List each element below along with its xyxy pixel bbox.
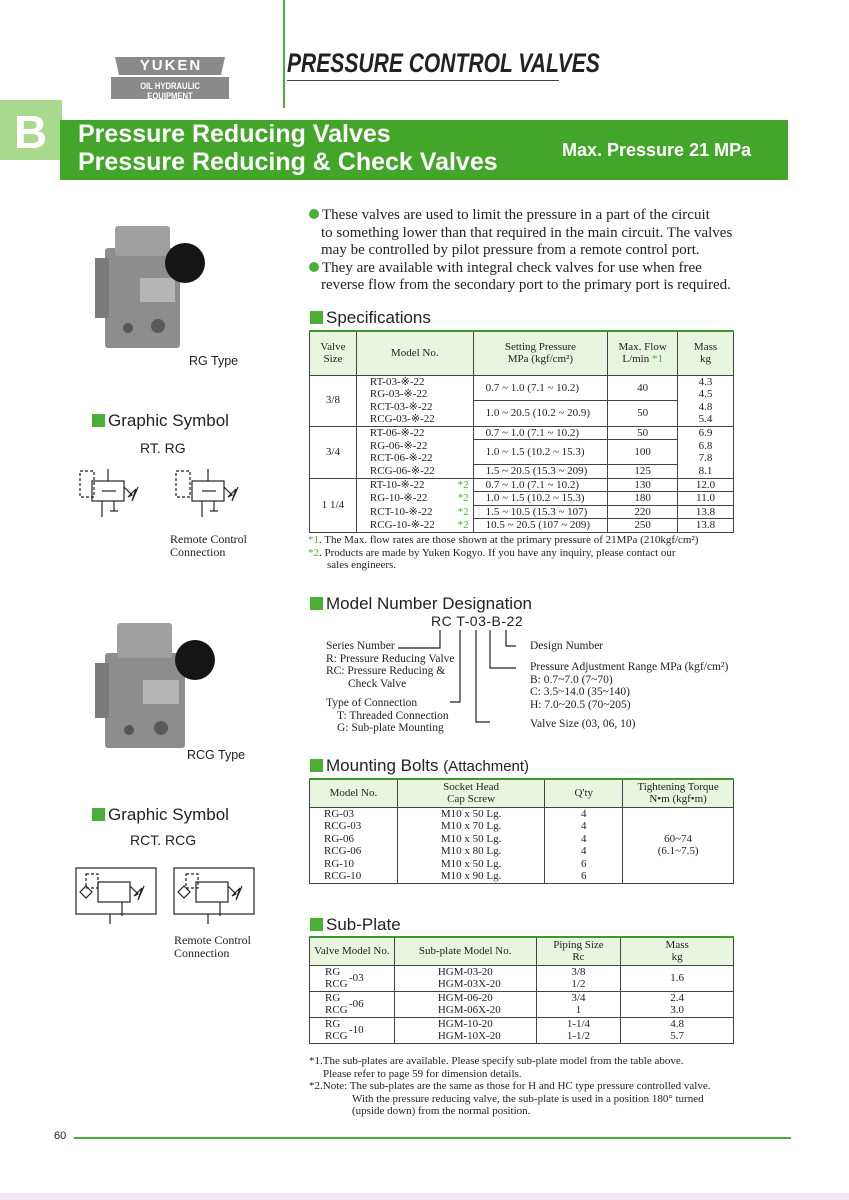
bolt-qty: 6	[545, 858, 623, 871]
valve-model: RG	[325, 1017, 341, 1030]
piping-size: 3/4	[536, 991, 621, 1004]
model-text: RG-10-※-22	[369, 492, 428, 504]
page-title-line2: Pressure Reducing & Check Valves	[78, 148, 498, 176]
header-text: L/min	[622, 353, 650, 366]
note-text: sales engineers.	[327, 559, 397, 571]
logo-subtitle: OIL HYDRAULIC EQUIPMENT	[140, 81, 200, 101]
design-number: Design Number	[530, 640, 604, 652]
remote-line2: Connection	[174, 945, 230, 960]
rt-rg-symbol-diagram	[76, 465, 266, 527]
sub-col-valve	[310, 937, 395, 965]
intro-text	[309, 207, 749, 295]
flow-cell: 180	[608, 492, 678, 506]
model-text: RT-10-※-22	[369, 478, 425, 491]
bolt-screw: M10 x 90 Lg.	[397, 870, 545, 883]
spec-col-model	[356, 331, 473, 375]
bolt-screw: M10 x 50 Lg.	[397, 833, 545, 846]
bolt-qty: 4	[545, 833, 623, 846]
valve-suffix: -10	[349, 1023, 364, 1036]
section-letter: B	[14, 106, 48, 158]
note-text: . The Max. flow rates are those shown at the primary pressure of 21MPa (210kgf/cm²)	[319, 534, 699, 546]
model-cell: RT-03-※-22	[356, 375, 473, 388]
bottom-edge-band	[0, 1193, 849, 1200]
pressure-cell: 1.0 ~ 20.5 (10.2 ~ 20.9)	[473, 401, 608, 427]
footnote-mark: *1	[651, 353, 663, 366]
model-code: RC T-03-B-22	[431, 613, 524, 629]
valve-model: RG	[325, 991, 341, 1004]
subplate-model: HGM-03X-20	[394, 978, 536, 991]
footnote-mark: *2	[457, 492, 469, 504]
flow-cell: 40	[608, 375, 678, 401]
bolt-model: RG-10	[310, 858, 398, 871]
valve-model: RCG	[325, 1004, 348, 1016]
subplate-model: HGM-10-20	[394, 1017, 536, 1030]
header-text: Size	[323, 353, 343, 366]
heading-square-icon	[310, 597, 323, 610]
valve-size-cell: 3/4	[310, 426, 357, 478]
remote-control-label-2	[174, 934, 251, 959]
model-cell	[356, 492, 473, 506]
header-text: Piping Size	[553, 939, 604, 952]
mass-cell: 4.8	[678, 401, 734, 414]
remote-line1: Remote Control	[170, 532, 247, 546]
header-text: Max. Flow	[618, 341, 667, 354]
model-cell: RG-03-※-22	[356, 388, 473, 401]
page-title-line1: Pressure Reducing Valves	[78, 120, 391, 148]
model-text: RCG-10-※-22	[369, 518, 435, 531]
sub-col-model	[394, 937, 536, 965]
note-text: With the pressure reducing valve, the sub-plate is used in a position 180° turned	[352, 1092, 704, 1105]
valve-model: RCG	[325, 978, 348, 990]
graphic-symbol-text: Graphic Symbol	[108, 805, 229, 824]
piping-size: 1	[536, 1004, 621, 1017]
note-text: *2.Note: The sub-plates are the same as those for H and HC type pressure controlled valve.	[309, 1080, 711, 1092]
mounting-bolts-sub: (Attachment)	[443, 758, 530, 775]
piping-size: 1/2	[536, 978, 621, 991]
model-cell	[356, 478, 473, 492]
graphic-symbol-text: Graphic Symbol	[108, 411, 229, 430]
rcg-type-label: RCG Type	[187, 748, 246, 762]
header-text: N•m (kgf•m)	[649, 793, 707, 806]
specifications-heading	[310, 308, 431, 328]
flow-cell: 130	[608, 478, 678, 492]
header-text: Cap Screw	[447, 793, 496, 806]
subplate-model: HGM-06X-20	[394, 1004, 536, 1017]
pressure-range-block	[530, 661, 728, 711]
pressure-cell: 1.0 ~ 1.5 (10.2 ~ 15.3)	[473, 492, 608, 506]
torque-kgf: (6.1~7.5)	[657, 845, 699, 857]
conn-g: G: Sub-plate Mounting	[337, 722, 444, 734]
flow-cell: 125	[608, 465, 678, 479]
mass-cell: 13.8	[678, 505, 734, 519]
model-cell: RCT-06-※-22	[356, 452, 473, 465]
bolt-qty: 4	[545, 807, 623, 820]
header-divider	[283, 0, 285, 108]
subplate-mass: 4.8	[621, 1017, 734, 1030]
header-text: Sub-plate Model No.	[418, 945, 512, 958]
note-text: (upside down) from the normal position.	[352, 1105, 531, 1117]
pressure-cell: 1.5 ~ 20.5 (15.3 ~ 209)	[473, 465, 608, 479]
specifications-text: Specifications	[326, 308, 431, 327]
header-text: kg	[671, 951, 683, 964]
range-b: B: 0.7~7.0 (7~70)	[530, 673, 613, 686]
range-c: C: 3.5~14.0 (35~140)	[530, 686, 630, 698]
bolt-screw: M10 x 70 Lg.	[397, 820, 545, 833]
bullet-icon	[309, 262, 319, 272]
subplate-mass: 5.7	[621, 1030, 734, 1043]
intro-line: These valves are used to limit the pressure in a part of the circuit	[322, 207, 710, 223]
rct-rcg-label: RCT. RCG	[130, 832, 197, 848]
category-title: PRESSURE CONTROL VALVES	[287, 48, 600, 78]
conn-title: Type of Connection	[326, 697, 418, 709]
footnote-mark: *2	[457, 478, 469, 491]
rg-type-label: RG Type	[189, 354, 239, 368]
pressure-cell: 1.0 ~ 1.5 (10.2 ~ 15.3)	[473, 440, 608, 465]
heading-square-icon	[92, 808, 105, 821]
subplate-mass: 2.4	[621, 991, 734, 1004]
model-cell: RCT-03-※-22	[356, 401, 473, 414]
flow-cell: 50	[608, 426, 678, 440]
mass-cell: 8.1	[678, 465, 734, 479]
model-cell	[356, 519, 473, 533]
valve-model-cell	[310, 1017, 395, 1043]
model-cell: RG-06-※-22	[356, 440, 473, 453]
mounting-bolts-heading	[310, 756, 529, 776]
bolt-qty: 4	[545, 820, 623, 833]
series-r: R: Pressure Reducing Valve	[326, 652, 455, 665]
spec-notes	[308, 534, 748, 572]
valve-model: RG	[325, 965, 341, 978]
flow-cell: 220	[608, 505, 678, 519]
mass-cell: 5.4	[678, 413, 734, 426]
header-text: kg	[700, 353, 712, 366]
range-h: H: 7.0~20.5 (70~205)	[530, 698, 631, 711]
intro-line: to something lower than that required in the main circuit. The valves	[321, 224, 733, 241]
page-number: 60	[54, 1130, 67, 1142]
model-designation-text: Model Number Designation	[326, 594, 532, 613]
bolt-qty: 6	[545, 870, 623, 883]
graphic-symbol-heading-2	[92, 805, 229, 825]
header-text: Valve Model No.	[314, 945, 390, 958]
subplate-mass: 1.6	[621, 965, 734, 991]
flow-cell: 250	[608, 519, 678, 533]
valve-model: RCG	[325, 1030, 348, 1042]
flow-cell: 100	[608, 440, 678, 465]
pressure-cell: 0.7 ~ 1.0 (7.1 ~ 10.2)	[473, 478, 608, 492]
mounting-bolts-table	[309, 778, 734, 884]
model-cell	[356, 505, 473, 519]
pressure-cell: 1.5 ~ 10.5 (15.3 ~ 107)	[473, 505, 608, 519]
footnote-mark: *2	[308, 546, 319, 559]
header-text: Tightening Torque	[637, 781, 719, 794]
connection-block	[326, 697, 449, 735]
model-designation-heading	[310, 594, 532, 614]
pressure-cell: 0.7 ~ 1.0 (7.1 ~ 10.2)	[473, 375, 608, 401]
subplate-heading	[310, 915, 401, 935]
footnote-mark: *1	[308, 534, 319, 546]
series-rc2: Check Valve	[348, 677, 407, 690]
header-text: Mass	[665, 939, 689, 952]
footer-rule	[74, 1137, 791, 1139]
valve-size-cell: 3/8	[310, 375, 357, 426]
intro-line: may be controlled by pilot pressure from a remote control port.	[321, 242, 700, 258]
subplate-model: HGM-10X-20	[394, 1030, 536, 1043]
bolt-screw: M10 x 80 Lg.	[397, 845, 545, 858]
spec-col-flow	[608, 331, 678, 375]
mass-cell: 4.3	[678, 375, 734, 388]
torque-cell	[623, 807, 734, 883]
intro-line: They are available with integral check valves for use when free	[322, 259, 702, 276]
footnote-mark: *2	[457, 518, 469, 531]
subplate-table	[309, 936, 734, 1044]
bolt-model: RCG-10	[310, 870, 398, 883]
subplate-mass: 3.0	[621, 1004, 734, 1017]
rt-rg-label: RT. RG	[140, 440, 186, 456]
mass-cell: 4.5	[678, 388, 734, 401]
intro-line: reverse flow from the secondary port to the primary port is required.	[321, 277, 731, 293]
subplate-model: HGM-06-20	[394, 991, 536, 1004]
piping-size: 1-1/2	[536, 1030, 621, 1043]
header-text: Q'ty	[574, 787, 594, 800]
bolt-screw: M10 x 50 Lg.	[397, 858, 545, 871]
footnote-mark: *2	[457, 505, 469, 518]
header-text: Socket Head	[443, 781, 500, 794]
graphic-symbol-heading	[92, 411, 229, 431]
mounting-bolts-text: Mounting Bolts	[326, 756, 439, 775]
bullet-icon	[309, 209, 319, 219]
heading-square-icon	[310, 311, 323, 324]
valve-model-cell	[310, 991, 395, 1017]
bolt-col-torque	[623, 779, 734, 807]
subplate-notes	[309, 1055, 749, 1118]
conn-t: T: Threaded Connection	[337, 709, 449, 722]
header-text: Valve	[320, 341, 346, 354]
bolt-col-screw	[397, 779, 545, 807]
mass-cell: 6.8	[678, 440, 734, 453]
bolt-col-qty	[545, 779, 623, 807]
valve-size-note: Valve Size (03, 06, 10)	[530, 718, 636, 730]
header-text: Model No.	[329, 787, 378, 800]
remote-line2: Connection	[170, 544, 226, 559]
piping-size: 3/8	[536, 965, 621, 978]
flow-cell: 50	[608, 401, 678, 427]
bolt-col-model	[310, 779, 398, 807]
model-text: RCT-10-※-22	[369, 505, 433, 518]
model-cell: RT-06-※-22	[356, 426, 473, 440]
header-text: MPa (kgf/cm²)	[507, 353, 574, 366]
subplate-model: HGM-03-20	[394, 965, 536, 978]
note-text: . Products are made by Yuken Kogyo. If you have any inquiry, please contact our	[319, 546, 676, 559]
torque-value: 60~74	[664, 832, 693, 845]
mass-cell: 6.9	[678, 426, 734, 440]
header-text: Rc	[572, 951, 585, 964]
heading-square-icon	[92, 414, 105, 427]
pressure-cell: 0.7 ~ 1.0 (7.1 ~ 10.2)	[473, 426, 608, 440]
valve-suffix: -06	[349, 997, 364, 1010]
bolt-screw: M10 x 50 Lg.	[397, 807, 545, 820]
rg-valve-photo	[95, 218, 210, 353]
pressure-cell: 10.5 ~ 20.5 (107 ~ 209)	[473, 519, 608, 533]
series-number: Series Number	[326, 640, 395, 652]
bolt-qty: 4	[545, 845, 623, 858]
model-cell: RCG-03-※-22	[356, 413, 473, 426]
logo-brand: YUKEN	[139, 57, 203, 74]
note-text: Please refer to page 59 for dimension details.	[323, 1067, 522, 1080]
specifications-table	[309, 330, 734, 533]
header-text: Setting Pressure	[504, 341, 577, 354]
bolt-model: RCG-03	[310, 820, 398, 833]
heading-square-icon	[310, 918, 323, 931]
remote-line1: Remote Control	[174, 933, 251, 947]
series-block	[326, 640, 455, 690]
rct-rcg-symbol-diagram	[70, 860, 270, 930]
spec-col-valve-size	[310, 331, 357, 375]
header-text: Mass	[693, 341, 718, 354]
valve-size-cell: 1 1/4	[310, 478, 357, 532]
yuken-logo	[111, 45, 229, 101]
model-cell: RCG-06-※-22	[356, 465, 473, 479]
valve-model-cell	[310, 965, 395, 991]
mass-cell: 12.0	[678, 478, 734, 492]
spec-col-pressure	[473, 331, 608, 375]
header-text: Model No.	[390, 347, 439, 360]
max-pressure: Max. Pressure 21 MPa	[562, 140, 752, 160]
spec-col-mass	[678, 331, 734, 375]
mass-cell: 13.8	[678, 519, 734, 533]
piping-size: 1-1/4	[536, 1017, 621, 1030]
subplate-text: Sub-Plate	[326, 915, 401, 934]
heading-square-icon	[310, 759, 323, 772]
valve-suffix: -03	[349, 971, 364, 984]
category-underline	[287, 80, 559, 81]
sub-col-piping	[536, 937, 621, 965]
rcg-valve-photo	[95, 618, 220, 753]
bolt-model: RG-06	[310, 833, 398, 846]
remote-control-label	[170, 533, 247, 558]
mass-cell: 7.8	[678, 452, 734, 465]
mass-cell: 11.0	[678, 492, 734, 506]
bolt-model: RG-03	[310, 807, 398, 820]
sub-col-mass	[621, 937, 734, 965]
range-title: Pressure Adjustment Range MPa (kgf/cm²)	[530, 661, 729, 673]
bolt-model: RCG-06	[310, 845, 398, 858]
series-rc1: RC: Pressure Reducing &	[326, 665, 446, 677]
note-text: *1.The sub-plates are available. Please specify sub-plate model from the table above.	[309, 1055, 684, 1067]
